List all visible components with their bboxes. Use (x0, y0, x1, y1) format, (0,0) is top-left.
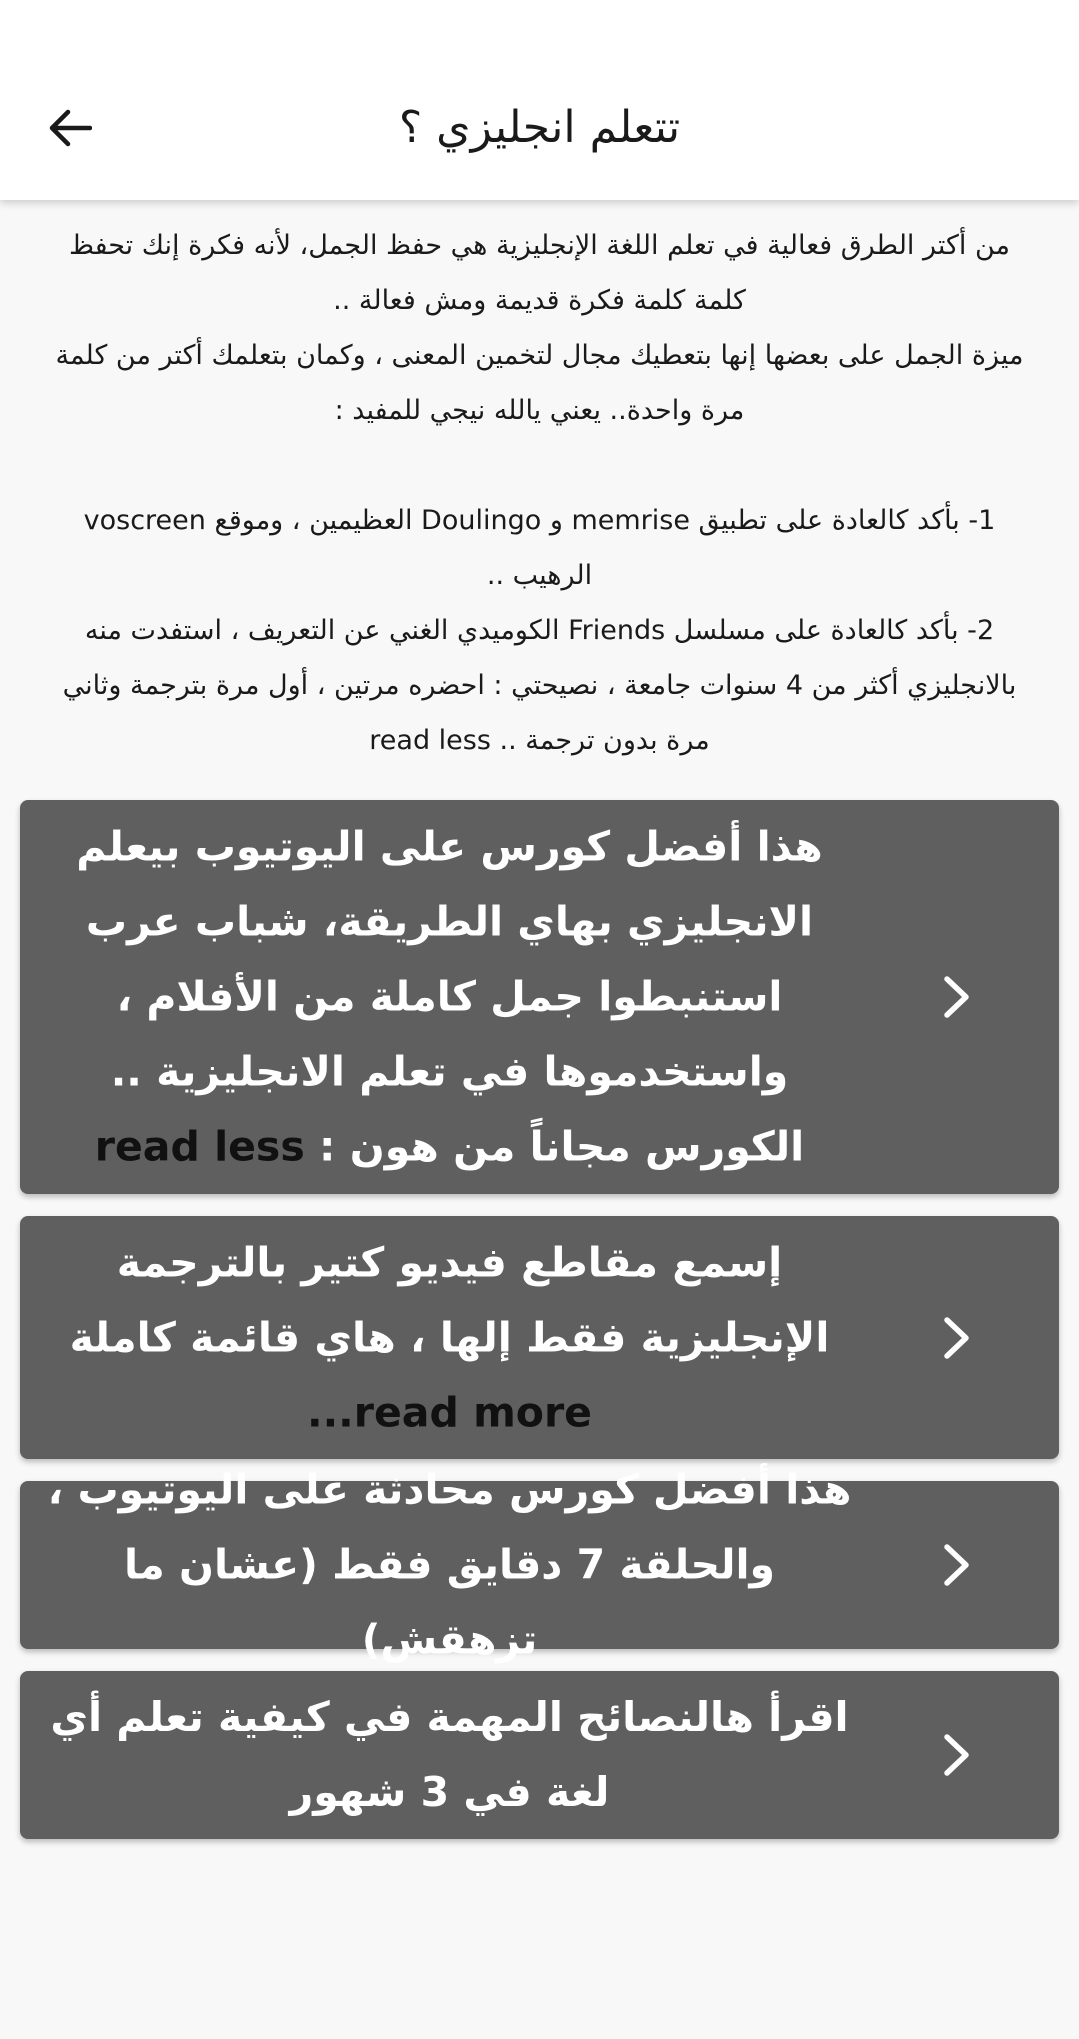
card-video-list[interactable] (20, 1216, 1059, 1459)
card-text: اقرأ هالنصائح المهمة في كيفية تعلم أي لغة في 3 شهور (50, 1693, 849, 1816)
page-title: تتعلم انجليزي ؟ (398, 102, 681, 153)
intro-read-less-link[interactable]: read less (369, 725, 491, 756)
intro-paragraph-3: 1- بأكد كالعادة على تطبيق memrise و Doulingo العظيمين ، وموقع voscreen الرهيب .. (83, 505, 996, 591)
card-text (40, 1225, 859, 1450)
back-button[interactable] (40, 98, 100, 158)
intro-paragraph-1: من أكتر الطرق فعالية في تعلم اللغة الإنجليزية هي حفظ الجمل، لأنه فكرة إنك تحفظ كلمة كلمة فكرة قديمة ومش فعالة .. (68, 230, 1011, 316)
card-read-more-link[interactable]: read more... (307, 1388, 592, 1436)
chevron-right-icon (932, 967, 982, 1027)
intro-paragraph-2: ميزة الجمل على بعضها إنها بتعطيك مجال لتخمين المعنى ، وكمان بتعلمك أكتر من كلمة مرة واحدة.. يعني يالله نيجي للمفيد : (55, 340, 1024, 426)
chevron-right-icon (932, 1725, 982, 1785)
arrow-left-icon (48, 108, 92, 148)
app-bar (0, 0, 1079, 200)
card-conversation-course[interactable] (20, 1465, 1059, 1664)
card-read-less-link[interactable]: read less (94, 1122, 305, 1171)
intro-text (40, 218, 1039, 768)
card-list (20, 800, 1059, 1861)
card-text-body: هذا أفضل كورس على اليوتيوب بيعلم الانجليزي بهاي الطريقة، شباب عرب استنبطوا جمل كاملة من الأفلام ، واستخدموها في تعلم الانجليزية .. الكورس مجاناً من هون : (76, 822, 823, 1171)
card-language-tips[interactable] (20, 1671, 1059, 1839)
intro-paragraph-4 (40, 603, 1039, 768)
chevron-right-icon (932, 1535, 982, 1595)
card-text-body: إسمع مقاطع فيديو كتير بالترجمة الإنجليزية فقط إلها ، هاي قائمة كاملة (69, 1238, 830, 1361)
intro-spacer (40, 438, 1039, 493)
chevron-right-icon (932, 1308, 982, 1368)
card-text (40, 810, 859, 1185)
intro-paragraph-4-text: 2- بأكد كالعادة على مسلسل Friends الكوميدي الغني عن التعريف ، استفدت منه بالانجليزي أكثر من 4 سنوات جامعة ، نصيحتي : احضره مرتين ، أول مرة بترجمة وثاني مرة بدون ترجمة .. (62, 615, 1017, 756)
card-text: هذا أفضل كورس محادثة على اليوتيوب ، والحلقة 7 دقايق فقط (عشان ما تزهقش) (47, 1465, 852, 1664)
card-youtube-course[interactable] (20, 800, 1059, 1194)
